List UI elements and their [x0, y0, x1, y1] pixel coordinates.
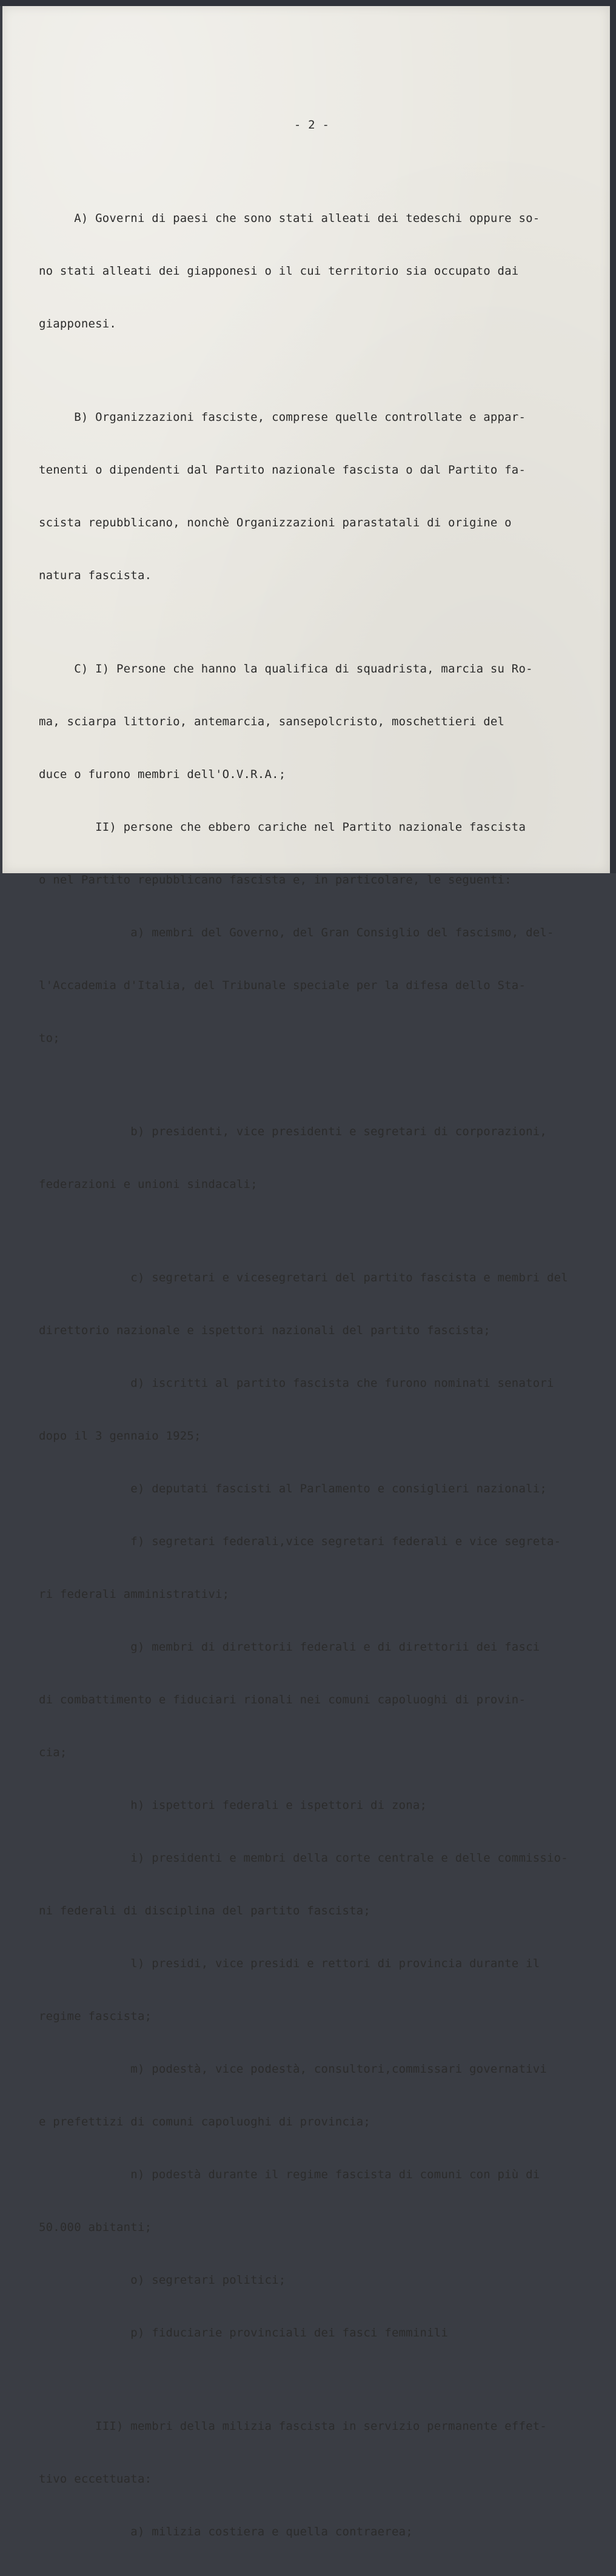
scan-top-edge [0, 0, 616, 6]
text-line: m) podestà, vice podestà, consultori,commissari governativi [39, 2062, 547, 2076]
text-line: III) membri della milizia fascista in servizio permanente effet- [39, 2420, 547, 2433]
paragraph-gap [39, 1082, 584, 1088]
text-line: o) segretari politici; [39, 2273, 286, 2287]
text-line: g) membri di direttorii federali e di direttorii dei fasci [39, 1640, 540, 1654]
page-number: - 2 - [293, 118, 330, 132]
text-line: giapponesi. [39, 317, 117, 330]
text-line: direttorio nazionale e ispettori nazionali del partito fascista; [39, 1324, 490, 1337]
document-page [2, 6, 610, 2538]
text-line: l) presidi, vice presidi e rettori di provincia durante il [39, 1957, 540, 1970]
text-line: federazioni e unioni sindacali; [39, 1178, 258, 1191]
text-line: f) segretari federali,vice segretari federali e vice segreta- [39, 1535, 561, 1548]
text-line: a) membri del Governo, del Gran Consiglio del fascismo, del- [39, 926, 554, 939]
text-line: cia; [39, 1746, 67, 1759]
text-line: a) milizia costiera e quella contraerea; [39, 2525, 413, 2538]
text-line: d) iscritti al partito fascista che furono nominati senatori [39, 1377, 554, 1390]
text-line: regime fascista; [39, 2010, 152, 2023]
text-line: scista repubblicano, nonchè Organizzazioni parastatali di origine o [39, 516, 512, 529]
text-line: A) Governi di paesi che sono stati alleati dei tedeschi oppure so- [39, 212, 540, 225]
text-line: e prefettizi di comuni capoluoghi di provincia; [39, 2115, 371, 2128]
paragraph-gap [39, 2377, 584, 2383]
text-line: 50.000 abitanti; [39, 2221, 152, 2234]
text-line: n) podestà durante il regime fascista di comuni con più di [39, 2168, 540, 2181]
text-line: h) ispettori federali e ispettori di zona; [39, 1799, 427, 1812]
paragraph-gap [39, 620, 584, 625]
text-line: p) fiduciarie provinciali dei fasci femminili [39, 2326, 449, 2340]
document-body [39, 81, 584, 2576]
text-line: ri federali amministrativi; [39, 1588, 230, 1601]
scan-right-edge [610, 0, 616, 873]
text-line: l'Accademia d'Italia, del Tribunale speciale per la difesa dello Sta- [39, 979, 526, 992]
text-line: natura fascista. [39, 569, 152, 582]
text-line: c) segretari e vicesegretari del partito fascista e membri del [39, 1271, 568, 1284]
text-line: B) Organizzazioni fasciste, comprese quelle controllate e appar- [39, 411, 526, 424]
text-line: b) presidenti, vice presidenti e segretari di corporazioni, [39, 1125, 547, 1138]
text-line: no stati alleati dei giapponesi o il cui territorio sia occupato dai [39, 264, 519, 278]
text-line: ni federali di disciplina del partito fascista; [39, 1904, 371, 1917]
text-line: di combattimento e fiduciari rionali nei comuni capoluoghi di provin- [39, 1693, 526, 1706]
paragraph-gap [39, 368, 584, 374]
text-line: ma, sciarpa littorio, antemarcia, sansepolcristo, moschettieri del [39, 715, 505, 728]
text-line: e) deputati fascisti al Parlamento e consiglieri nazionali; [39, 1482, 547, 1495]
text-line: duce o furono membri dell'O.V.R.A.; [39, 768, 286, 781]
text-line: dopo il 3 gennaio 1925; [39, 1429, 201, 1443]
text-line: to; [39, 1031, 60, 1045]
text-line: o nel Partito repubblicano fascista e, in particolare, le seguenti: [39, 873, 512, 887]
paragraph-gap [39, 1229, 584, 1234]
text-line: i) presidenti e membri della corte centrale e delle commissio- [39, 1851, 568, 1865]
text-line: C) I) Persone che hanno la qualifica di squadrista, marcia su Ro- [39, 662, 533, 676]
text-line: tivo eccettuata: [39, 2472, 152, 2486]
text-line: tenenti o dipendenti dal Partito nazionale fascista o dal Partito fa- [39, 463, 526, 477]
text-line: II) persone che ebbero cariche nel Partito nazionale fascista [39, 820, 526, 834]
